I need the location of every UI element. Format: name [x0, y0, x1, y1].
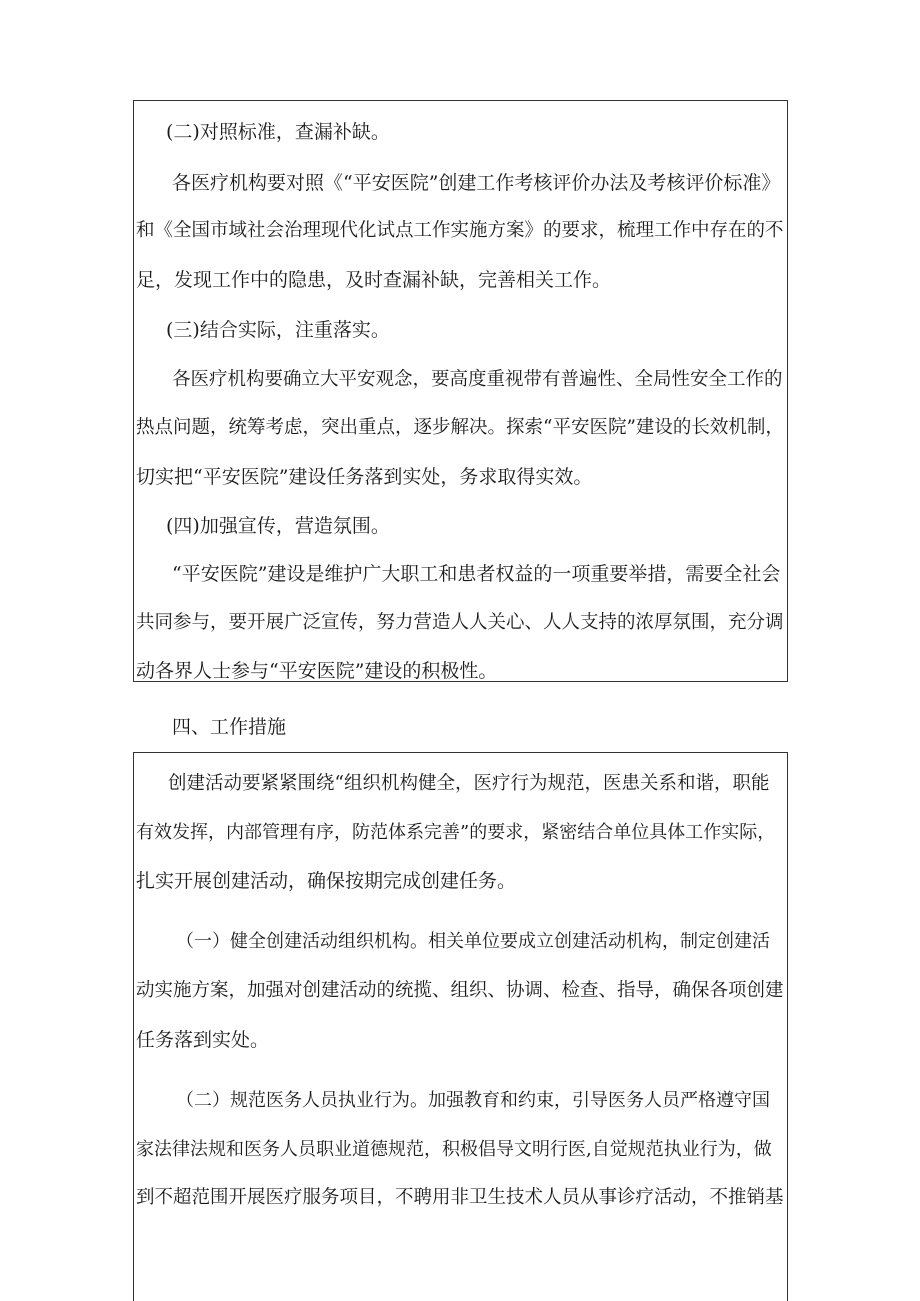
para-line: 各医疗机构要对照《“平安医院”创建工作考核评价办法及考核评价标准》 [172, 172, 781, 194]
text-box-lower [133, 752, 788, 1301]
para-line: 和《全国市域社会治理现代化试点工作实施方案》的要求，梳理工作中存在的不 [136, 220, 784, 241]
para-line: （一）健全创建活动组织机构。相关单位要成立创建活动机构，制定创建活 [176, 931, 770, 952]
para-heading-4: (四)加强宣传，营造氛围。 [166, 515, 390, 537]
para-line: “平安医院”建设是维护广大职工和患者权益的一项重要举措，需要全社会 [172, 563, 781, 585]
para-heading-2: (二)对照标准，查漏补缺。 [166, 121, 390, 143]
para-line: （二）规范医务人员执业行为。加强教育和约束，引导医务人员严格遵守国 [176, 1090, 770, 1111]
para-line: 各医疗机构要确立大平安观念，要高度重视带有普遍性、全局性安全工作的 [172, 369, 783, 390]
para-line: 动实施方案，加强对创建活动的统揽、组织、协调、检查、指导，确保各项创建 [136, 980, 784, 1001]
para-line: 到不超范围开展医疗服务项目，不聘用非卫生技术人员从事诊疗活动，不推销基 [136, 1187, 784, 1208]
para-line: 共同参与，要开展广泛宣传，努力营造人人关心、人人支持的浓厚氛围，充分调 [136, 612, 784, 633]
para-line: 热点问题，统筹考虑，突出重点，逐步解决。探索“平安医院”建设的长效机制， [136, 417, 784, 438]
para-line: 有效发挥，内部管理有序，防范体系完善”的要求，紧密结合单位具体工作实际， [136, 822, 776, 843]
para-line: 扎实开展创建活动，确保按期完成创建任务。 [136, 870, 517, 892]
para-heading-3: (三)结合实际，注重落实。 [166, 319, 390, 341]
para-line: 切实把“平安医院”建设任务落到实处，务求取得实效。 [136, 466, 593, 488]
section-heading: 四、工作措施 [172, 716, 287, 738]
para-line: 任务落到实处。 [136, 1029, 270, 1051]
para-line: 家法律法规和医务人员职业道德规范，积极倡导文明行医,自觉规范执业行为，做 [136, 1139, 772, 1160]
para-line: 足，发现工作中的隐患，及时查漏补缺，完善相关工作。 [136, 269, 612, 291]
para-line: 动各界人士参与“平安医院”建设的积极性。 [136, 660, 498, 682]
text-box-upper [133, 100, 788, 682]
para-line: 创建活动要紧紧围绕“组织机构健全，医疗行为规范，医患关系和谐，职能 [168, 773, 770, 794]
